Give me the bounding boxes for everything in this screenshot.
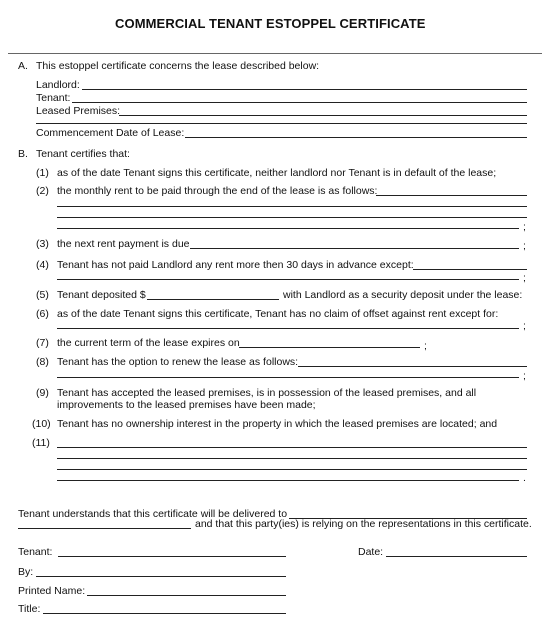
- item-8-semicolon: ;: [523, 370, 526, 382]
- item-11-line-2[interactable]: [57, 458, 527, 459]
- item-2-number: (2): [36, 185, 49, 197]
- item-2-line-3[interactable]: [57, 217, 527, 218]
- item-6-semicolon: ;: [523, 320, 526, 332]
- item-7-number: (7): [36, 337, 49, 349]
- closing-line-1: Tenant understands that this certificate will be delivered to: [18, 508, 288, 520]
- item-11-period: .: [523, 472, 526, 484]
- item-11-number: (11): [32, 437, 50, 449]
- signature-printed-name-label: Printed Name:: [18, 585, 86, 597]
- signature-title-line[interactable]: [43, 613, 286, 614]
- signature-date-label: Date:: [358, 546, 384, 558]
- section-a-marker: A.: [18, 60, 28, 72]
- signature-by-label: By:: [18, 566, 34, 578]
- item-1-text: as of the date Tenant signs this certificate, neither landlord nor Tenant is in default of the lease;: [57, 167, 497, 179]
- item-8-number: (8): [36, 356, 49, 368]
- item-2-line-1[interactable]: [376, 195, 527, 196]
- section-b-intro: Tenant certifies that:: [36, 148, 130, 160]
- landlord-label: Landlord:: [36, 79, 80, 91]
- signature-tenant-line[interactable]: [58, 556, 286, 557]
- item-9-text-b: improvements to the leased premises have been made;: [57, 399, 316, 411]
- item-6-text: as of the date Tenant signs this certificate, Tenant has no claim of offset against rent except for:: [57, 308, 499, 320]
- item-3-line[interactable]: [190, 248, 519, 249]
- tenant-label: Tenant:: [36, 92, 71, 104]
- item-11-line-1[interactable]: [57, 447, 527, 448]
- item-3-text: the next rent payment is due: [57, 238, 190, 250]
- item-1-number: (1): [36, 167, 49, 179]
- item-8-line-1[interactable]: [298, 366, 527, 367]
- leased-premises-label: Leased Premises:: [36, 105, 121, 117]
- header-rule: [8, 53, 542, 54]
- item-2-semicolon: ;: [523, 221, 526, 233]
- document-title: COMMERCIAL TENANT ESTOPPEL CERTIFICATE: [115, 16, 426, 31]
- landlord-line[interactable]: [82, 89, 527, 90]
- item-10-text: Tenant has no ownership interest in the property in which the leased premises are located; and: [57, 418, 498, 430]
- item-11-line-4[interactable]: [57, 480, 519, 481]
- signature-by-line[interactable]: [36, 576, 286, 577]
- signature-date-line[interactable]: [386, 556, 527, 557]
- item-2-line-2[interactable]: [57, 206, 527, 207]
- item-9-number: (9): [36, 387, 49, 399]
- item-4-line-2[interactable]: [57, 279, 519, 280]
- item-5-text-a: Tenant deposited $: [57, 289, 146, 301]
- leased-premises-line[interactable]: [119, 115, 527, 116]
- item-4-semicolon: ;: [523, 272, 526, 284]
- item-6-line[interactable]: [57, 328, 519, 329]
- section-b-marker: B.: [18, 148, 28, 160]
- section-a-intro: This estoppel certificate concerns the lease described below:: [36, 60, 320, 72]
- signature-printed-name-line[interactable]: [87, 595, 286, 596]
- item-4-line-1[interactable]: [413, 269, 527, 270]
- signature-title-label: Title:: [18, 603, 41, 615]
- item-9-text-a: Tenant has accepted the leased premises, is in possession of the leased premises, and all: [57, 387, 477, 399]
- item-5-number: (5): [36, 289, 49, 301]
- item-2-text: the monthly rent to be paid through the end of the lease is as follows:: [57, 185, 378, 197]
- item-2-line-4[interactable]: [57, 228, 519, 229]
- deposit-amount-line[interactable]: [147, 299, 279, 300]
- item-4-number: (4): [36, 259, 49, 271]
- lease-expiry-line[interactable]: [239, 347, 420, 348]
- commencement-label: Commencement Date of Lease:: [36, 127, 185, 139]
- item-6-number: (6): [36, 308, 49, 320]
- item-8-text: Tenant has the option to renew the lease as follows:: [57, 356, 299, 368]
- item-8-line-2[interactable]: [57, 377, 519, 378]
- commencement-line[interactable]: [185, 137, 527, 138]
- signature-tenant-label: Tenant:: [18, 546, 53, 558]
- recipient-line-2[interactable]: [18, 528, 191, 529]
- item-7-semicolon: ;: [424, 340, 427, 352]
- item-11-line-3[interactable]: [57, 469, 527, 470]
- closing-line-2: and that this party(ies) is relying on the representations in this certificate.: [195, 518, 532, 530]
- leased-premises-line-2[interactable]: [36, 123, 527, 124]
- item-7-text: the current term of the lease expires on: [57, 337, 240, 349]
- tenant-line[interactable]: [72, 102, 527, 103]
- item-3-number: (3): [36, 238, 49, 250]
- item-3-semicolon: ;: [523, 240, 526, 252]
- item-5-text-b: with Landlord as a security deposit under the lease:: [283, 289, 523, 301]
- item-10-number: (10): [32, 418, 51, 430]
- item-4-text: Tenant has not paid Landlord any rent more then 30 days in advance except:: [57, 259, 414, 271]
